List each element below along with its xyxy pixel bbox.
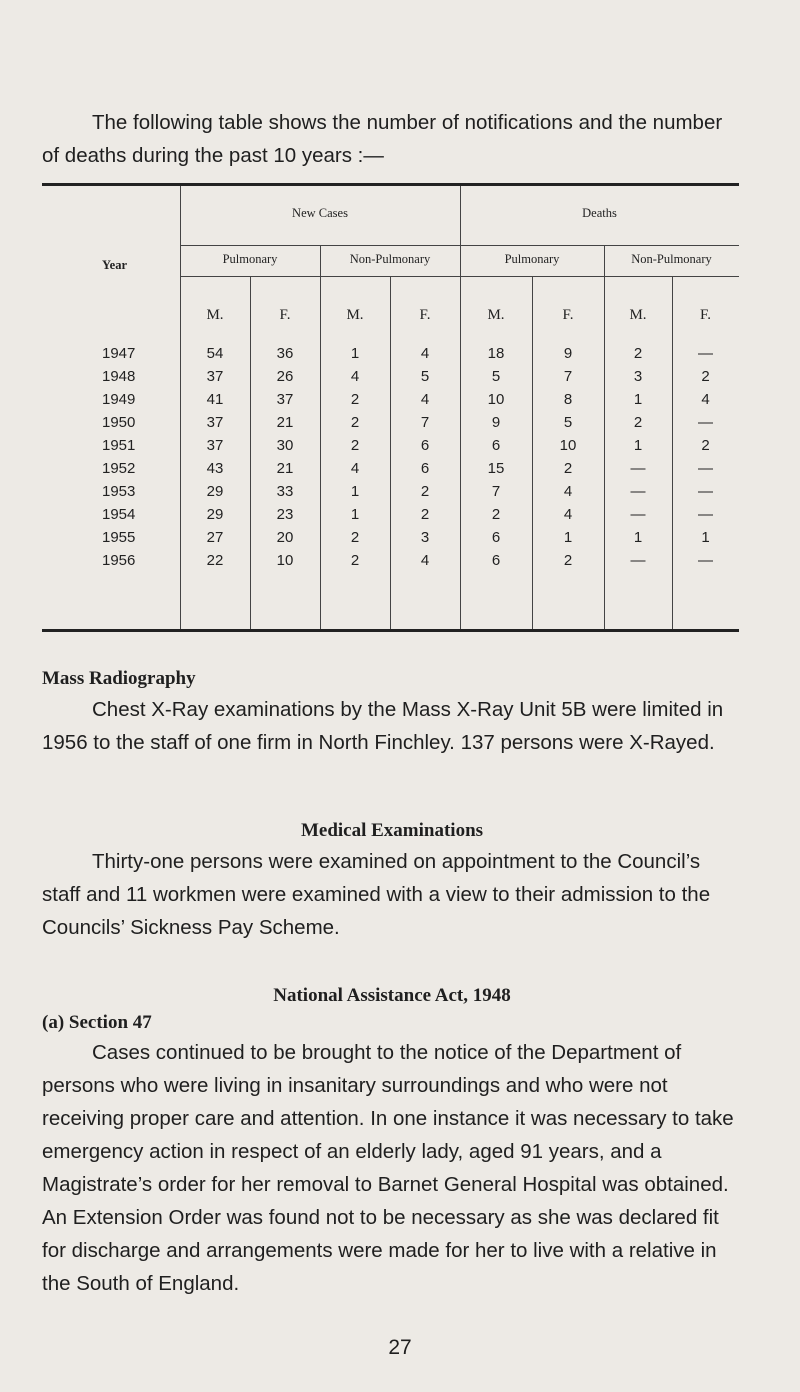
table-cell: —: [630, 460, 646, 477]
table-cell: 4: [563, 483, 573, 500]
table-cell: 36: [276, 345, 294, 362]
table-cell: 26: [276, 368, 294, 385]
table-top-rule: [42, 183, 739, 186]
table-cell: 7: [563, 368, 573, 385]
table-cell: 7: [420, 414, 430, 431]
table-cell: 4: [563, 506, 573, 523]
row-year: 1951: [102, 437, 136, 454]
table-cell: 1: [563, 529, 573, 546]
row-year: 1956: [102, 552, 136, 569]
table-cell: 3: [420, 529, 430, 546]
national-assistance-heading: National Assistance Act, 1948: [273, 985, 511, 1006]
year-header: Year: [102, 258, 127, 272]
subgroup-new-pulmonary: Pulmonary: [222, 252, 278, 266]
row-year: 1947: [102, 345, 136, 362]
table-cell: 22: [206, 552, 224, 569]
table-cell: —: [698, 345, 713, 362]
table-cell: 30: [276, 437, 294, 454]
table-cell: 2: [420, 483, 430, 500]
medical-examinations-heading: Medical Examinations: [300, 820, 484, 841]
table-cell: 2: [350, 391, 360, 408]
mass-radiography-heading: Mass Radiography: [42, 668, 196, 689]
table-cell: —: [630, 483, 646, 500]
table-cell: 2: [350, 552, 360, 569]
table-cell: 2: [701, 437, 710, 454]
table-cell: 1: [350, 483, 360, 500]
table-cell: 1: [350, 345, 360, 362]
group-deaths: Deaths: [582, 206, 617, 220]
row-year: 1954: [102, 506, 136, 523]
column-label: F.: [700, 307, 711, 323]
table-bottom-rule: [42, 629, 739, 632]
column-label: M.: [629, 307, 647, 323]
table-cell: —: [698, 506, 713, 523]
table-cell: —: [630, 506, 646, 523]
header-rule-2: [180, 276, 739, 277]
table-cell: 6: [491, 552, 501, 569]
subgroup-new-nonpulmonary: Non-Pulmonary: [349, 252, 431, 266]
table-cell: 1: [633, 391, 643, 408]
table-cell: 27: [206, 529, 224, 546]
table-cell: 37: [206, 368, 224, 385]
table-cell: 4: [350, 460, 360, 477]
table-cell: 6: [420, 437, 430, 454]
table-cell: 10: [559, 437, 577, 454]
subgroup-deaths-pulmonary: Pulmonary: [504, 252, 560, 266]
subgroup-deaths-nonpulmonary: Non-Pulmonary: [631, 252, 712, 266]
table-cell: 6: [491, 529, 501, 546]
table-cell: 2: [633, 345, 643, 362]
table-cell: 18: [487, 345, 505, 362]
table-cell: —: [630, 552, 646, 569]
table-cell: 54: [206, 345, 224, 362]
table-cell: 37: [206, 414, 224, 431]
table-cell: 10: [276, 552, 294, 569]
column-label: M.: [346, 307, 364, 323]
table-cell: 20: [276, 529, 294, 546]
table-cell: 2: [350, 414, 360, 431]
table-cell: 1: [350, 506, 360, 523]
table-cell: 9: [563, 345, 573, 362]
mass-radiography-text: Chest X-Ray examinations by the Mass X-Ray Unit 5B were limited in 1956 to the staff of one firm in North Finchley. 137 persons were X-Rayed.: [42, 698, 724, 754]
table-cell: 4: [420, 345, 430, 362]
table-cell: 37: [276, 391, 294, 408]
table-cell: 23: [276, 506, 294, 523]
table-cell: 4: [420, 391, 430, 408]
table-cell: 21: [276, 460, 294, 477]
column-label: F.: [562, 307, 574, 323]
table-cell: —: [698, 414, 713, 431]
table-cell: 4: [420, 552, 430, 569]
table-cell: 33: [276, 483, 294, 500]
table-cell: 43: [206, 460, 224, 477]
table-cell: 4: [350, 368, 360, 385]
table-cell: 2: [350, 437, 360, 454]
table-cell: 2: [633, 414, 643, 431]
table-cell: 41: [206, 391, 224, 408]
table-cell: 3: [633, 368, 643, 385]
section-47-text: Cases continued to be brought to the notice of the Department of persons who were living in insanitary surroundings and who were not receiving proper care and attention. In one instance it was necessary to take emergency action in respect of an elderly lady, aged 91 years, and a Magistrate’s order for her removal to Barnet General Hospital was obtained. An Extension Order was found not to be necessary as she was declared fit for discharge and arrangements were made for her to live with a relative in the South of England.: [42, 1041, 734, 1295]
table-cell: 7: [491, 483, 501, 500]
table-cell: 6: [420, 460, 430, 477]
column-label: F.: [419, 307, 431, 323]
table-cell: 5: [491, 368, 501, 385]
row-year: 1952: [102, 460, 136, 477]
column-label: F.: [279, 307, 291, 323]
table-cell: 2: [563, 460, 573, 477]
table-cell: —: [698, 483, 713, 500]
table-cell: 9: [491, 414, 501, 431]
table-cell: 2: [701, 368, 710, 385]
row-year: 1949: [102, 391, 136, 408]
header-rule-1: [180, 245, 739, 246]
group-new-cases: New Cases: [292, 206, 348, 220]
table-cell: 10: [487, 391, 505, 408]
table-cell: 5: [420, 368, 430, 385]
page-number: 27: [388, 1336, 412, 1359]
table-cell: 15: [487, 460, 505, 477]
table-cell: 4: [701, 391, 710, 408]
intro-paragraph: The following table shows the number of notifications and the number of deaths during the past 10 years :—: [42, 111, 723, 167]
table-cell: 2: [491, 506, 501, 523]
table-cell: 21: [276, 414, 294, 431]
table-cell: 8: [563, 391, 573, 408]
table-cell: 2: [563, 552, 573, 569]
row-year: 1953: [102, 483, 136, 500]
table-cell: —: [698, 552, 713, 569]
table-cell: 29: [206, 483, 224, 500]
column-label: M.: [487, 307, 505, 323]
table-cell: 2: [350, 529, 360, 546]
row-year: 1948: [102, 368, 136, 385]
medical-examinations-text: Thirty-one persons were examined on appointment to the Council’s staff and 11 workmen were examined with a view to their admission to the Councils’ Sickness Pay Scheme.: [42, 850, 711, 939]
section-47-heading: (a) Section 47: [42, 1012, 152, 1033]
column-label: M.: [206, 307, 224, 323]
table-cell: 37: [206, 437, 224, 454]
table-cell: 1: [633, 529, 643, 546]
table-cell: 1: [633, 437, 643, 454]
table-cell: —: [698, 460, 713, 477]
row-year: 1950: [102, 414, 136, 431]
table-cell: 5: [563, 414, 573, 431]
table-cell: 6: [491, 437, 501, 454]
table-cell: 1: [701, 529, 710, 546]
table-cell: 2: [420, 506, 430, 523]
table-cell: 29: [206, 506, 224, 523]
row-year: 1955: [102, 529, 136, 546]
